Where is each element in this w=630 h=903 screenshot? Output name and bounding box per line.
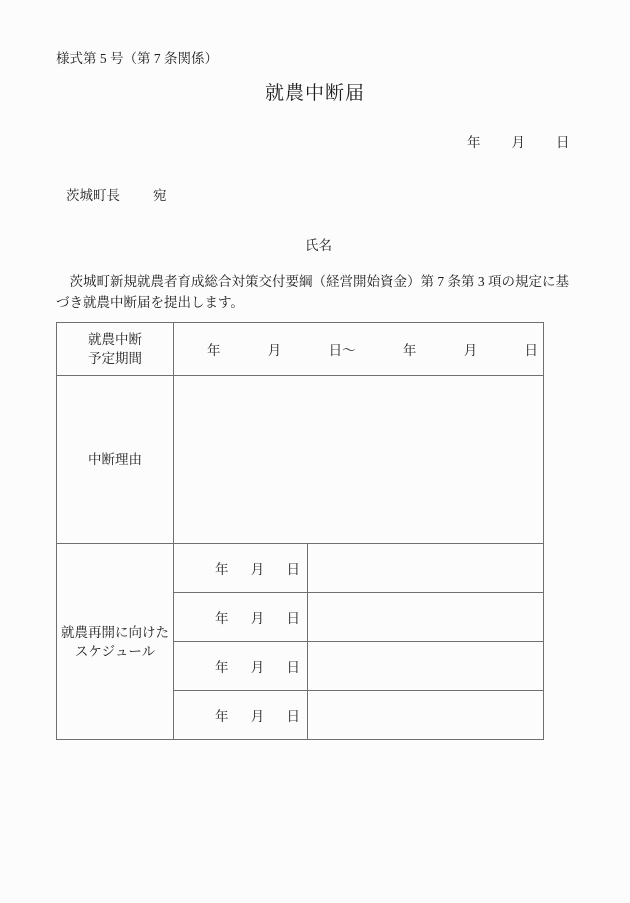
- schedule-month-label: 月: [250, 562, 265, 577]
- form-number: 様式第 5 号（第 7 条関係）: [56, 51, 218, 66]
- schedule-month-label: 月: [250, 709, 265, 724]
- body-line-1: 茨城町新規就農者育成総合対策交付要綱（経営開始資金）第 7 条第 3 項の規定に基: [56, 274, 569, 289]
- period-month-from-label: 月: [267, 343, 282, 358]
- schedule-row: [57, 544, 544, 593]
- page-title: 就農中断届: [264, 83, 365, 104]
- period-label-cell: [57, 323, 174, 376]
- schedule-day-label: 日: [286, 611, 300, 626]
- period-day-from-label: 日～: [328, 343, 356, 358]
- recipient-honorific: 宛: [153, 188, 167, 203]
- schedule-detail-cell: [308, 642, 544, 691]
- schedule-detail-cell: [308, 691, 544, 740]
- schedule-day-label: 日: [286, 562, 300, 577]
- schedule-date-line: [174, 607, 307, 627]
- period-value-cell: [174, 323, 544, 376]
- schedule-year-label: 年: [215, 562, 229, 577]
- body-line-2: づき就農中断届を提出します。: [56, 295, 244, 310]
- period-year-to-label: 年: [402, 343, 417, 358]
- period-day-to-label: 日: [524, 343, 538, 358]
- period-row: [57, 323, 544, 376]
- schedule-date-line: [174, 656, 307, 676]
- date-line: [467, 136, 570, 150]
- form-table: [56, 322, 544, 740]
- body-paragraph: [56, 271, 586, 313]
- schedule-month-label: 月: [250, 660, 265, 675]
- period-year-from-label: 年: [207, 343, 221, 358]
- schedule-detail-cell: [308, 593, 544, 642]
- date-year-label: 年: [467, 135, 481, 150]
- recipient-line: [66, 189, 167, 203]
- period-month-to-label: 月: [463, 343, 478, 358]
- schedule-day-label: 日: [286, 660, 300, 675]
- reason-label-cell: 中断理由: [57, 376, 174, 544]
- schedule-year-label: 年: [215, 611, 229, 626]
- schedule-label-cell: [57, 544, 174, 740]
- reason-value-cell: [174, 376, 544, 544]
- schedule-date-line: [174, 558, 307, 578]
- schedule-date-cell: [174, 544, 308, 593]
- schedule-date-cell: [174, 691, 308, 740]
- period-value-line: [174, 339, 543, 359]
- name-label: 氏名: [305, 238, 332, 253]
- schedule-date-cell: [174, 642, 308, 691]
- schedule-detail-cell: [308, 544, 544, 593]
- schedule-year-label: 年: [215, 709, 229, 724]
- date-month-label: 月: [511, 135, 525, 150]
- period-label-line-1: 就農中断: [88, 332, 142, 347]
- date-day-label: 日: [556, 135, 570, 150]
- schedule-label-line-2: スケジュール: [74, 643, 156, 659]
- recipient-name: 茨城町長: [66, 188, 120, 203]
- schedule-day-label: 日: [286, 709, 300, 724]
- schedule-label-line-1: 就農再開に向けた: [61, 624, 169, 640]
- schedule-year-label: 年: [215, 660, 229, 675]
- period-label-line-2: 予定期間: [88, 351, 142, 366]
- schedule-date-line: [174, 705, 307, 725]
- reason-row: [57, 376, 544, 544]
- schedule-month-label: 月: [250, 611, 265, 626]
- schedule-date-cell: [174, 593, 308, 642]
